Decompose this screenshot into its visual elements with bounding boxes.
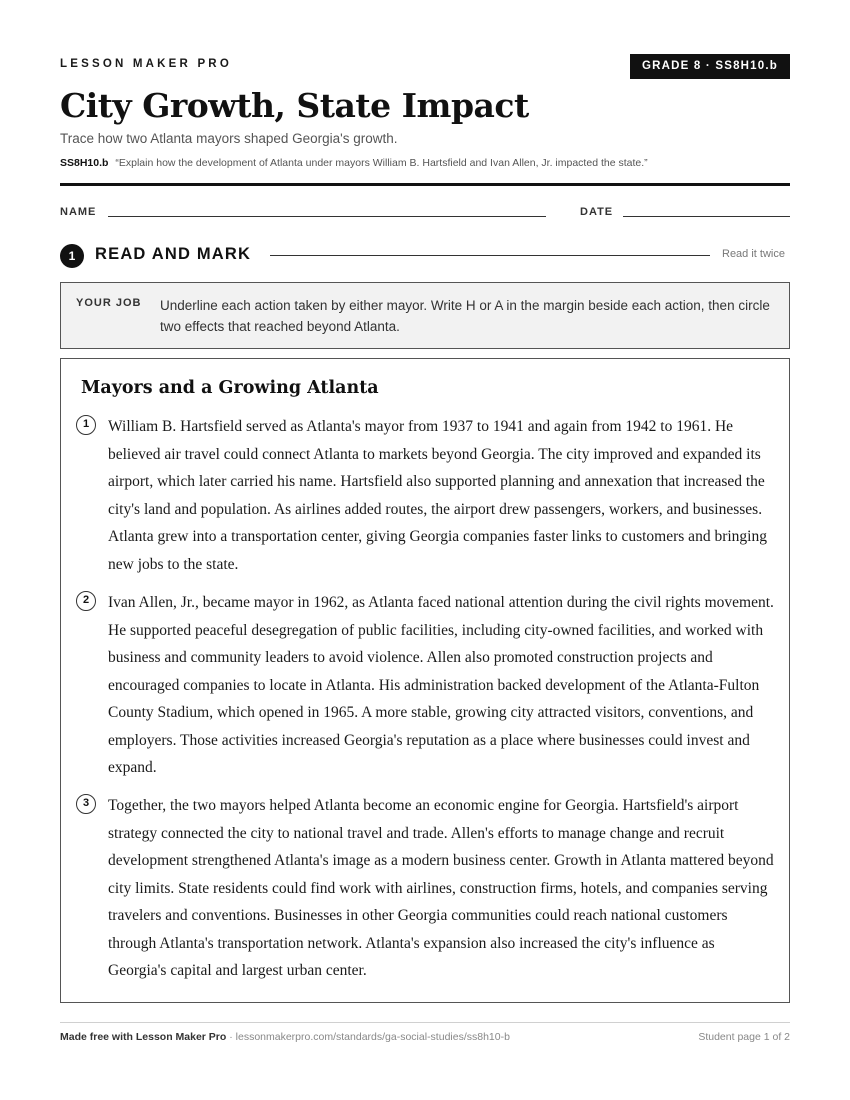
reading-passage [60, 358, 790, 1003]
paragraph: William B. Hartsfield served as Atlanta's mayor from 1937 to 1941 and again from 1942 to 1961. He believed air travel could connect Atlanta to markets beyond Georgia. The city improved and expanded its airport, which later carried his name. Hartsfield also supported planning and annexation that increased the city's land and population. As airlines added routes, the airport drew passengers, workers, and businesses. Atlanta grew into a transportation center, giving Georgia companies faster links to customers and bringing new jobs to the state. [108, 418, 767, 573]
brand-name: LESSON MAKER PRO [60, 58, 232, 70]
job-text: Underline each action taken by either mayor. Write H or A in the margin beside each action, then circle two effects that reached beyond Atlanta. [160, 298, 770, 334]
standard-line [60, 157, 648, 169]
section-number-badge: 1 [60, 244, 84, 268]
standard-text: “Explain how the development of Atlanta under mayors William B. Hartsfield and Ivan Allen, Jr. impacted the state.” [115, 157, 648, 169]
section-divider [270, 255, 710, 256]
page-title: City Growth, State Impact [60, 86, 529, 125]
section-title: READ AND MARK [95, 245, 252, 263]
job-instructions-box [60, 282, 790, 349]
paragraph-number: 2 [76, 591, 96, 611]
footer-divider [60, 1022, 790, 1023]
footer-url[interactable]: · lessonmakerpro.com/standards/ga-social-studies/ss8h10-b [226, 1031, 510, 1043]
header-divider [60, 183, 790, 186]
paragraph-number: 1 [76, 415, 96, 435]
reading-title: Mayors and a Growing Atlanta [81, 378, 379, 398]
footer-credit [60, 1031, 510, 1043]
page-subtitle: Trace how two Atlanta mayors shaped Georgia's growth. [60, 131, 398, 146]
paragraph-number: 3 [76, 794, 96, 814]
paragraph: Ivan Allen, Jr., became mayor in 1962, as Atlanta faced national attention during the civil rights movement. He supported peaceful desegregation of public facilities, including city-owned facilities, and worked with business and community leaders to avoid violence. Allen also promoted construction projects and encouraged companies to locate in Atlanta. His administration backed development of the Atlanta-Fulton County Stadium, which opened in 1965. A more stable, growing city attracted visitors, conventions, and employers. Those activities increased Georgia's reputation as a place where businesses could invest and expand. [108, 594, 774, 776]
page-indicator: Student page 1 of 2 [698, 1031, 790, 1043]
name-field-line[interactable] [108, 216, 546, 217]
section-note: Read it twice [722, 248, 785, 260]
footer-brand: Made free with Lesson Maker Pro [60, 1031, 227, 1043]
job-label: YOUR JOB [76, 297, 142, 309]
standard-code: SS8H10.b [60, 157, 109, 169]
name-label: NAME [60, 206, 97, 218]
paragraph: Together, the two mayors helped Atlanta become an economic engine for Georgia. Hartsfield's airport strategy connected the city to national travel and trade. Allen's efforts to manage change and recruit development strengthened Atlanta's image as a modern business center. Growth in Atlanta mattered beyond city limits. State residents could find work with airlines, construction firms, hotels, and companies serving travelers and conventions. Businesses in other Georgia communities could reach national customers through Atlanta's transportation network. Atlanta's expansion also increased the city's influence as Georgia's capital and largest urban center. [108, 797, 774, 979]
date-field-line[interactable] [623, 216, 790, 217]
date-label: DATE [580, 206, 614, 218]
grade-badge: GRADE 8 · SS8H10.b [630, 54, 790, 79]
